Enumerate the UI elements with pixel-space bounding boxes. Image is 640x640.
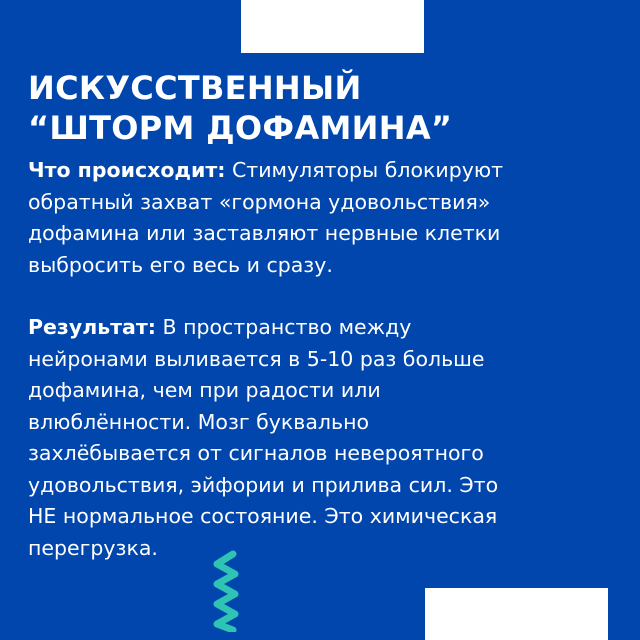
section-line — [28, 312, 618, 344]
section-line: захлёбывается от сигналов невероятного — [28, 441, 484, 465]
section-line: дофамина или заставляют нервные клетки — [28, 221, 501, 245]
section-text: Стимуляторы блокируют — [225, 158, 504, 182]
slide-title — [28, 68, 452, 148]
section-label-what-happens: Что происходит: — [28, 158, 226, 182]
section-text: В пространство между — [155, 315, 412, 339]
slide-body — [28, 155, 618, 564]
section-line: НЕ нормальное состояние. Это химическая — [28, 504, 498, 528]
section-line: обратный захват «гормона удовольствия» — [28, 189, 491, 214]
section-line: влюблённости. Мозг буквально — [28, 409, 370, 434]
decorative-rect-bottom — [425, 588, 608, 640]
section-line: перегрузка. — [28, 535, 158, 560]
title-line-1: ИСКУССТВЕННЫЙ — [28, 69, 362, 107]
zigzag-icon — [205, 550, 249, 632]
section-result — [28, 312, 618, 564]
section-line — [28, 155, 618, 187]
section-line: выбросить его весь и сразу. — [28, 252, 333, 277]
section-line: нейронами выливается в 5-10 раз больше — [28, 346, 485, 371]
zigzag-stroke — [217, 554, 235, 630]
section-line: удовольствия, эйфории и прилива сил. Это — [28, 472, 499, 497]
section-spacer — [28, 281, 618, 312]
section-line: дофамина, чем при радости или — [28, 378, 381, 402]
title-line-2: “ШТОРМ ДОФАМИНА” — [28, 109, 453, 147]
decorative-rect-top — [241, 0, 424, 53]
section-label-result: Результат: — [28, 315, 156, 339]
section-what-happens — [28, 155, 618, 281]
